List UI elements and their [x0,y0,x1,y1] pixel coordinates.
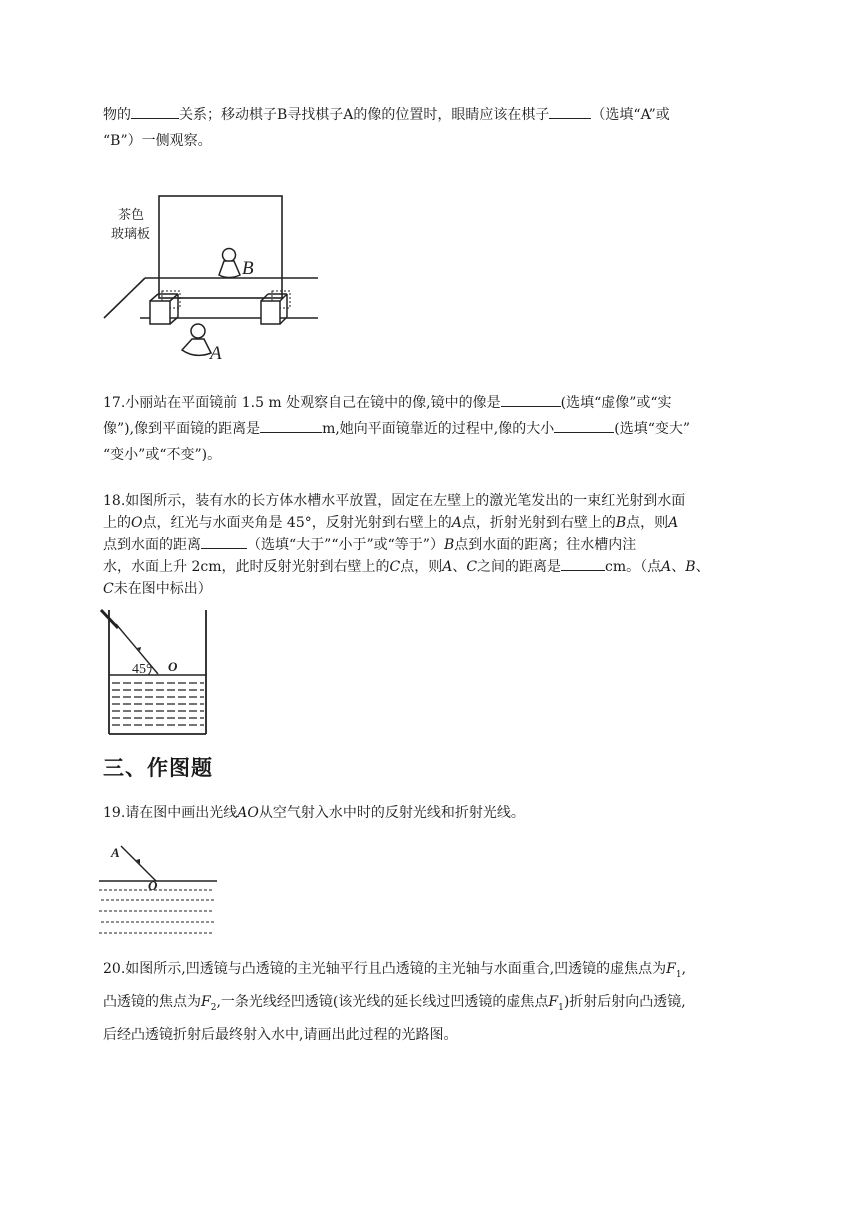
glass-plate-figure [100,190,330,370]
q18-text: 、 [671,559,686,575]
q17-text-e: (选填“变大” [614,421,691,437]
question-16-continuation [103,102,743,154]
angle-label: 45° [132,662,152,677]
q17-blank-2[interactable] [260,418,322,433]
q20-text: )折射后射向凸透镜, [563,993,686,1010]
q18-point-c: C [103,581,114,597]
q17-text-f: “变小”或“不变”)。 [103,447,222,463]
q18-blank-1[interactable] [201,534,247,549]
q17-text-b: (选填“虚像”或“实 [560,395,672,411]
chess-piece-b [219,249,240,278]
point-o-label: O [168,659,178,674]
q18-text: 水，水面上升 2cm，此时反射光射到右壁上的 [103,559,390,575]
q20-text: , [681,961,687,977]
q16-text-b: 关系；移动棋子B寻找棋子A的像的位置时，眼睛应该在棋子 [179,107,550,123]
q18-point-a: A [442,559,453,575]
q20-text: ,一条光线经凹透镜(该光线的延长线过凹透镜的虚焦点 [216,993,549,1010]
q16-text-c: （选填“A”或 [591,107,670,123]
q18-point-c: C [389,559,401,575]
q20-focus-f1: F [666,961,676,977]
label-glass-plate: 玻璃板 [111,226,151,241]
q18-text: 、 [695,559,710,575]
label-piece-b: B [242,258,254,279]
q18-line-1: 18.如图所示，装有水的长方体水槽水平放置，固定在左壁上的激光笔发出的一束红光射到水面 [103,493,686,509]
q20-text: 20.如图所示,凹透镜与凸透镜的主光轴平行且凸透镜的主光轴与水面重合,凹透镜的虚焦点为 [103,961,667,977]
air-water-figure [96,838,222,938]
q20-focus-f1: F [548,993,559,1010]
q18-text: 未在图中标出） [113,581,212,597]
q18-text: 上的 [103,515,131,531]
q20-text: 凸透镜的焦点为 [103,993,201,1010]
chess-piece-a [182,324,211,355]
incident-ray [121,846,156,881]
section-title: 三、作图题 [103,756,213,780]
point-a-label: A [111,845,120,860]
question-19 [103,800,743,826]
water-tank-figure [96,606,216,738]
block-right [261,291,290,324]
question-17 [103,390,743,468]
question-18 [103,490,743,600]
q18-text: 、 [452,559,467,575]
q16-blank-2[interactable] [549,104,591,119]
q18-text: 点，折射光射到右壁上的 [461,515,616,531]
q18-text: 点，则 [400,559,443,575]
q19-text: 19.请在图中画出光线 [103,805,238,821]
label-tea-color: 茶色 [118,207,145,222]
q20-text: 后经凸透镜折射后最终射入水中,请画出此过程的光路图。 [103,1026,458,1043]
q18-text: （选填“大于”“小于”或“等于”） [247,537,444,553]
q17-blank-3[interactable] [554,418,614,433]
label-piece-a: A [210,343,222,364]
point-o-label: O [148,878,158,893]
q16-blank-1[interactable] [131,104,179,119]
water-body [112,683,204,725]
water-region [99,890,216,933]
q20-sub: 2 [210,1002,217,1013]
q18-point-o: O [131,515,143,531]
q18-point-b: B [615,515,627,531]
q17-text-c: 像”),像到平面镜的距离是 [103,421,261,437]
q17-blank-1[interactable] [501,392,561,407]
q17-text-a: 17.小丽站在平面镜前 1.5 m 处观察自己在镜中的像,镜中的像是 [103,395,501,411]
q17-text-d: m,她向平面镜靠近的过程中,像的大小 [322,421,555,437]
q18-text: 点，则 [626,515,669,531]
block-left [150,291,180,324]
q18-point-b: B [443,537,455,553]
q18-text: cm。（点 [605,559,662,575]
q18-point-c: C [466,559,478,575]
q18-point-a: A [661,559,672,575]
q18-point-a: A [668,515,679,531]
q18-text: 之间的距离是 [477,559,562,575]
q16-text-a: 物的 [103,107,131,123]
q16-text-line2: “B”）一侧观察。 [103,133,212,149]
q18-point-b: B [685,559,696,575]
q18-text: 点到水面的距离；往水槽内注 [454,537,637,553]
q18-text: 点到水面的距离 [103,537,201,553]
q20-sub: 1 [558,1002,564,1013]
q20-focus-f2: F [201,993,211,1010]
q19-text: 从空气射入水中时的反射光线和折射光线。 [258,805,525,821]
q20-sub: 1 [675,969,682,980]
glass-plate [159,196,282,298]
question-20 [103,956,743,1049]
q18-text: 点，红光与水面夹角是 45°，反射光射到右壁上的 [142,515,452,531]
q19-ray-ao: AO [237,805,259,821]
q18-point-a: A [451,515,462,531]
q18-blank-2[interactable] [561,556,605,571]
